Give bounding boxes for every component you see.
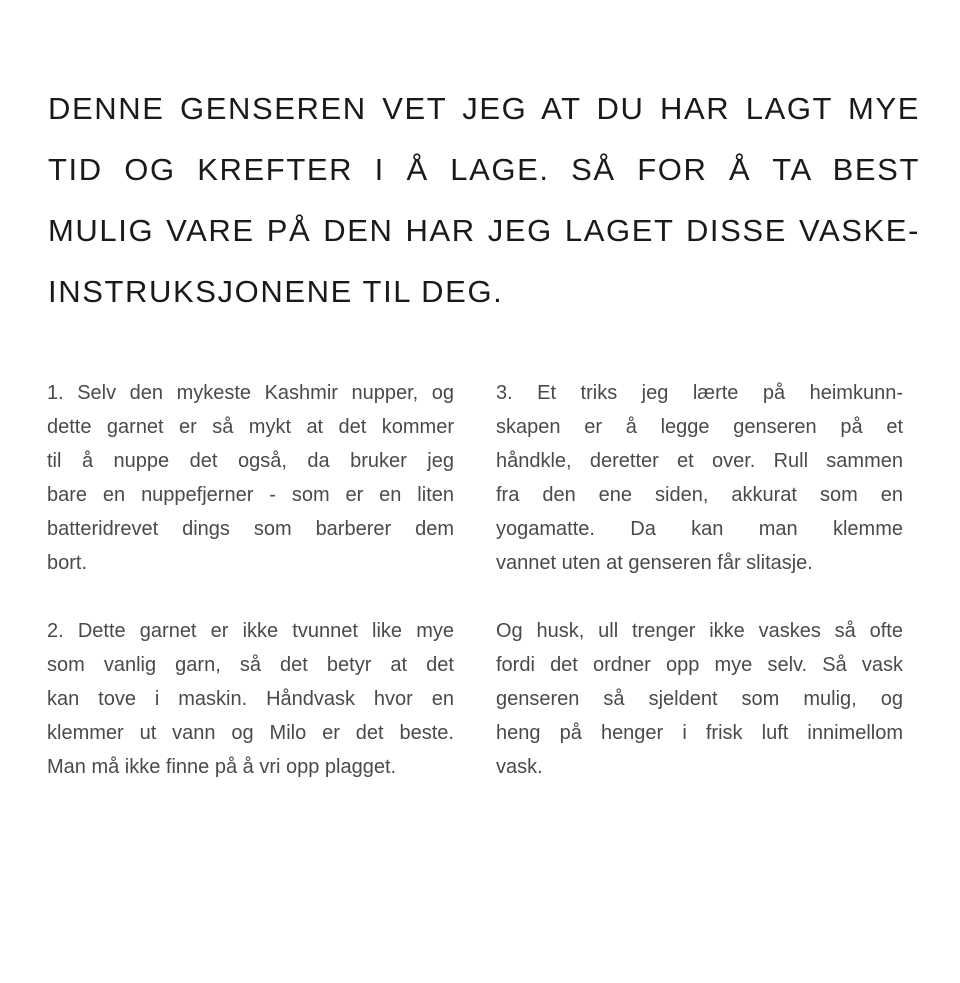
text-line: 2. Dette garnet er ikke tvunnet like mye	[47, 620, 454, 642]
left-column	[47, 376, 454, 818]
text-line: kan tove i maskin. Håndvask hvor en	[47, 688, 454, 710]
text-line: fra den ene siden, akkurat som en	[496, 484, 903, 506]
text-line: 3. Et triks jeg lærte på heimkunn-	[496, 382, 903, 404]
text-line: vannet uten at genseren får slitasje.	[496, 552, 813, 574]
text-line: dette garnet er så mykt at det kommer	[47, 416, 454, 438]
text-line: Man må ikke finne på å vri opp plagget.	[47, 756, 397, 778]
text-line: yogamatte. Da kan man klemme	[496, 518, 903, 540]
intro-heading	[48, 78, 920, 322]
heading-line: MULIG VARE PÅ DEN HAR JEG LAGET DISSE VASKE-	[48, 213, 920, 248]
text-line: håndkle, deretter et over. Rull sammen	[496, 450, 903, 472]
text-line: Og husk, ull trenger ikke vaskes så ofte	[496, 620, 903, 642]
heading-line: DENNE GENSEREN VET JEG AT DU HAR LAGT MYE	[48, 91, 920, 126]
instruction-1	[47, 376, 454, 580]
text-line: bare en nuppefjerner - som er en liten	[47, 484, 454, 506]
text-line: batteridrevet dings som barberer dem	[47, 518, 454, 540]
text-line: bort.	[47, 552, 88, 574]
heading-line: TID OG KREFTER I Å LAGE. SÅ FOR Å TA BEST	[48, 152, 920, 187]
text-line: klemmer ut vann og Milo er det beste.	[47, 722, 454, 744]
text-line: heng på henger i frisk luft innimellom	[496, 722, 903, 744]
right-column	[496, 376, 903, 818]
instruction-2	[47, 614, 454, 784]
instruction-3	[496, 376, 903, 580]
text-line: fordi det ordner opp mye selv. Så vask	[496, 654, 903, 676]
text-line: 1. Selv den mykeste Kashmir nupper, og	[47, 382, 454, 404]
text-line: vask.	[496, 756, 543, 778]
closing-note	[496, 614, 903, 784]
text-line: som vanlig garn, så det betyr at det	[47, 654, 454, 676]
text-line: til å nuppe det også, da bruker jeg	[47, 450, 454, 472]
text-line: genseren så sjeldent som mulig, og	[496, 688, 903, 710]
text-line: skapen er å legge genseren på et	[496, 416, 903, 438]
heading-line: INSTRUKSJONENE TIL DEG.	[48, 274, 504, 309]
